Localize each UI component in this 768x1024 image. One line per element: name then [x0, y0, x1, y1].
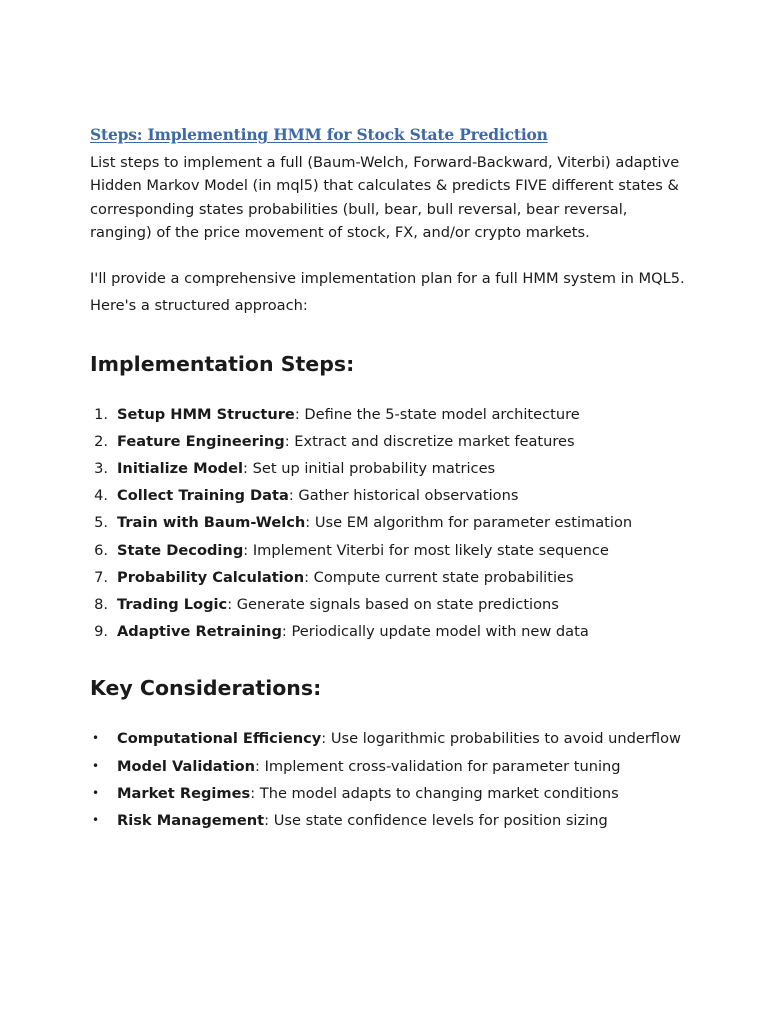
implementation-steps-list	[90, 401, 690, 646]
consideration-description: : Implement cross-validation for parameter tuning	[255, 757, 621, 775]
implementation-steps-heading: Implementation Steps:	[90, 351, 355, 376]
consideration-term: Market Regimes	[117, 784, 251, 802]
bullet-icon: •	[92, 785, 100, 800]
key-considerations-heading: Key Considerations:	[90, 676, 322, 701]
step-term: Train with Baum-Welch	[117, 514, 306, 532]
step-number: 6.	[94, 541, 108, 559]
step-description: : Gather historical observations	[288, 487, 519, 505]
step-number: 7.	[94, 568, 108, 586]
step-description: : Generate signals based on state predictions	[227, 596, 559, 614]
bullet-icon: •	[92, 758, 100, 773]
step-description: : Periodically update model with new data	[281, 623, 589, 641]
step-description: : Compute current state probabilities	[304, 568, 574, 586]
consideration-description: : Use state confidence levels for position sizing	[264, 812, 608, 830]
consideration-item	[90, 725, 690, 752]
bullet-icon: •	[92, 813, 100, 828]
step-number: 8.	[94, 596, 108, 614]
step-term: Adaptive Retraining	[117, 623, 282, 641]
step-term: Setup HMM Structure	[117, 405, 295, 423]
step-description: : Use EM algorithm for parameter estimation	[305, 514, 633, 532]
step-description: : Implement Viterbi for most likely state sequence	[243, 541, 609, 559]
step-term: Collect Training Data	[117, 487, 289, 505]
user-prompt: List steps to implement a full (Baum-Welch, Forward-Backward, Viterbi) adaptive Hidden Markov Model (in mql5) that calculates & predicts FIVE different states & corresponding states probabilities (bull, bear, bull reversal, bear reversal, ranging) of the price movement of stock, FX, and/or crypto markets.	[90, 154, 680, 242]
step-item	[90, 537, 690, 564]
step-term: Probability Calculation	[117, 568, 305, 586]
step-item	[90, 482, 690, 509]
consideration-description: : The model adapts to changing market conditions	[250, 784, 619, 802]
step-number: 2.	[94, 432, 108, 450]
consideration-term: Computational Efficiency	[117, 730, 322, 748]
step-item	[90, 509, 690, 536]
consideration-item	[90, 807, 690, 834]
step-number: 9.	[94, 623, 108, 641]
step-number: 3.	[94, 460, 108, 478]
step-term: Initialize Model	[117, 460, 244, 478]
document-title: Steps: Implementing HMM for Stock State Prediction	[90, 125, 548, 144]
consideration-item	[90, 780, 690, 807]
step-number: 4.	[94, 487, 108, 505]
bullet-icon: •	[92, 731, 100, 746]
key-considerations-list	[90, 725, 690, 834]
intro-paragraph: I'll provide a comprehensive implementation plan for a full HMM system in MQL5. Here's a structured approach:	[90, 269, 685, 314]
step-term: State Decoding	[117, 541, 244, 559]
step-description: : Extract and discretize market features	[284, 432, 575, 450]
step-item	[90, 455, 690, 482]
step-number: 5.	[94, 514, 108, 532]
consideration-description: : Use logarithmic probabilities to avoid underflow	[321, 730, 681, 748]
step-item	[90, 591, 690, 618]
step-item	[90, 618, 690, 645]
consideration-term: Model Validation	[117, 757, 256, 775]
step-item	[90, 401, 690, 428]
step-description: : Set up initial probability matrices	[243, 460, 496, 478]
document-page	[90, 125, 690, 834]
step-item	[90, 564, 690, 591]
consideration-term: Risk Management	[117, 812, 265, 830]
step-item	[90, 428, 690, 455]
step-term: Trading Logic	[117, 596, 228, 614]
step-number: 1.	[94, 405, 108, 423]
step-term: Feature Engineering	[117, 432, 285, 450]
consideration-item	[90, 753, 690, 780]
step-description: : Define the 5-state model architecture	[294, 405, 580, 423]
